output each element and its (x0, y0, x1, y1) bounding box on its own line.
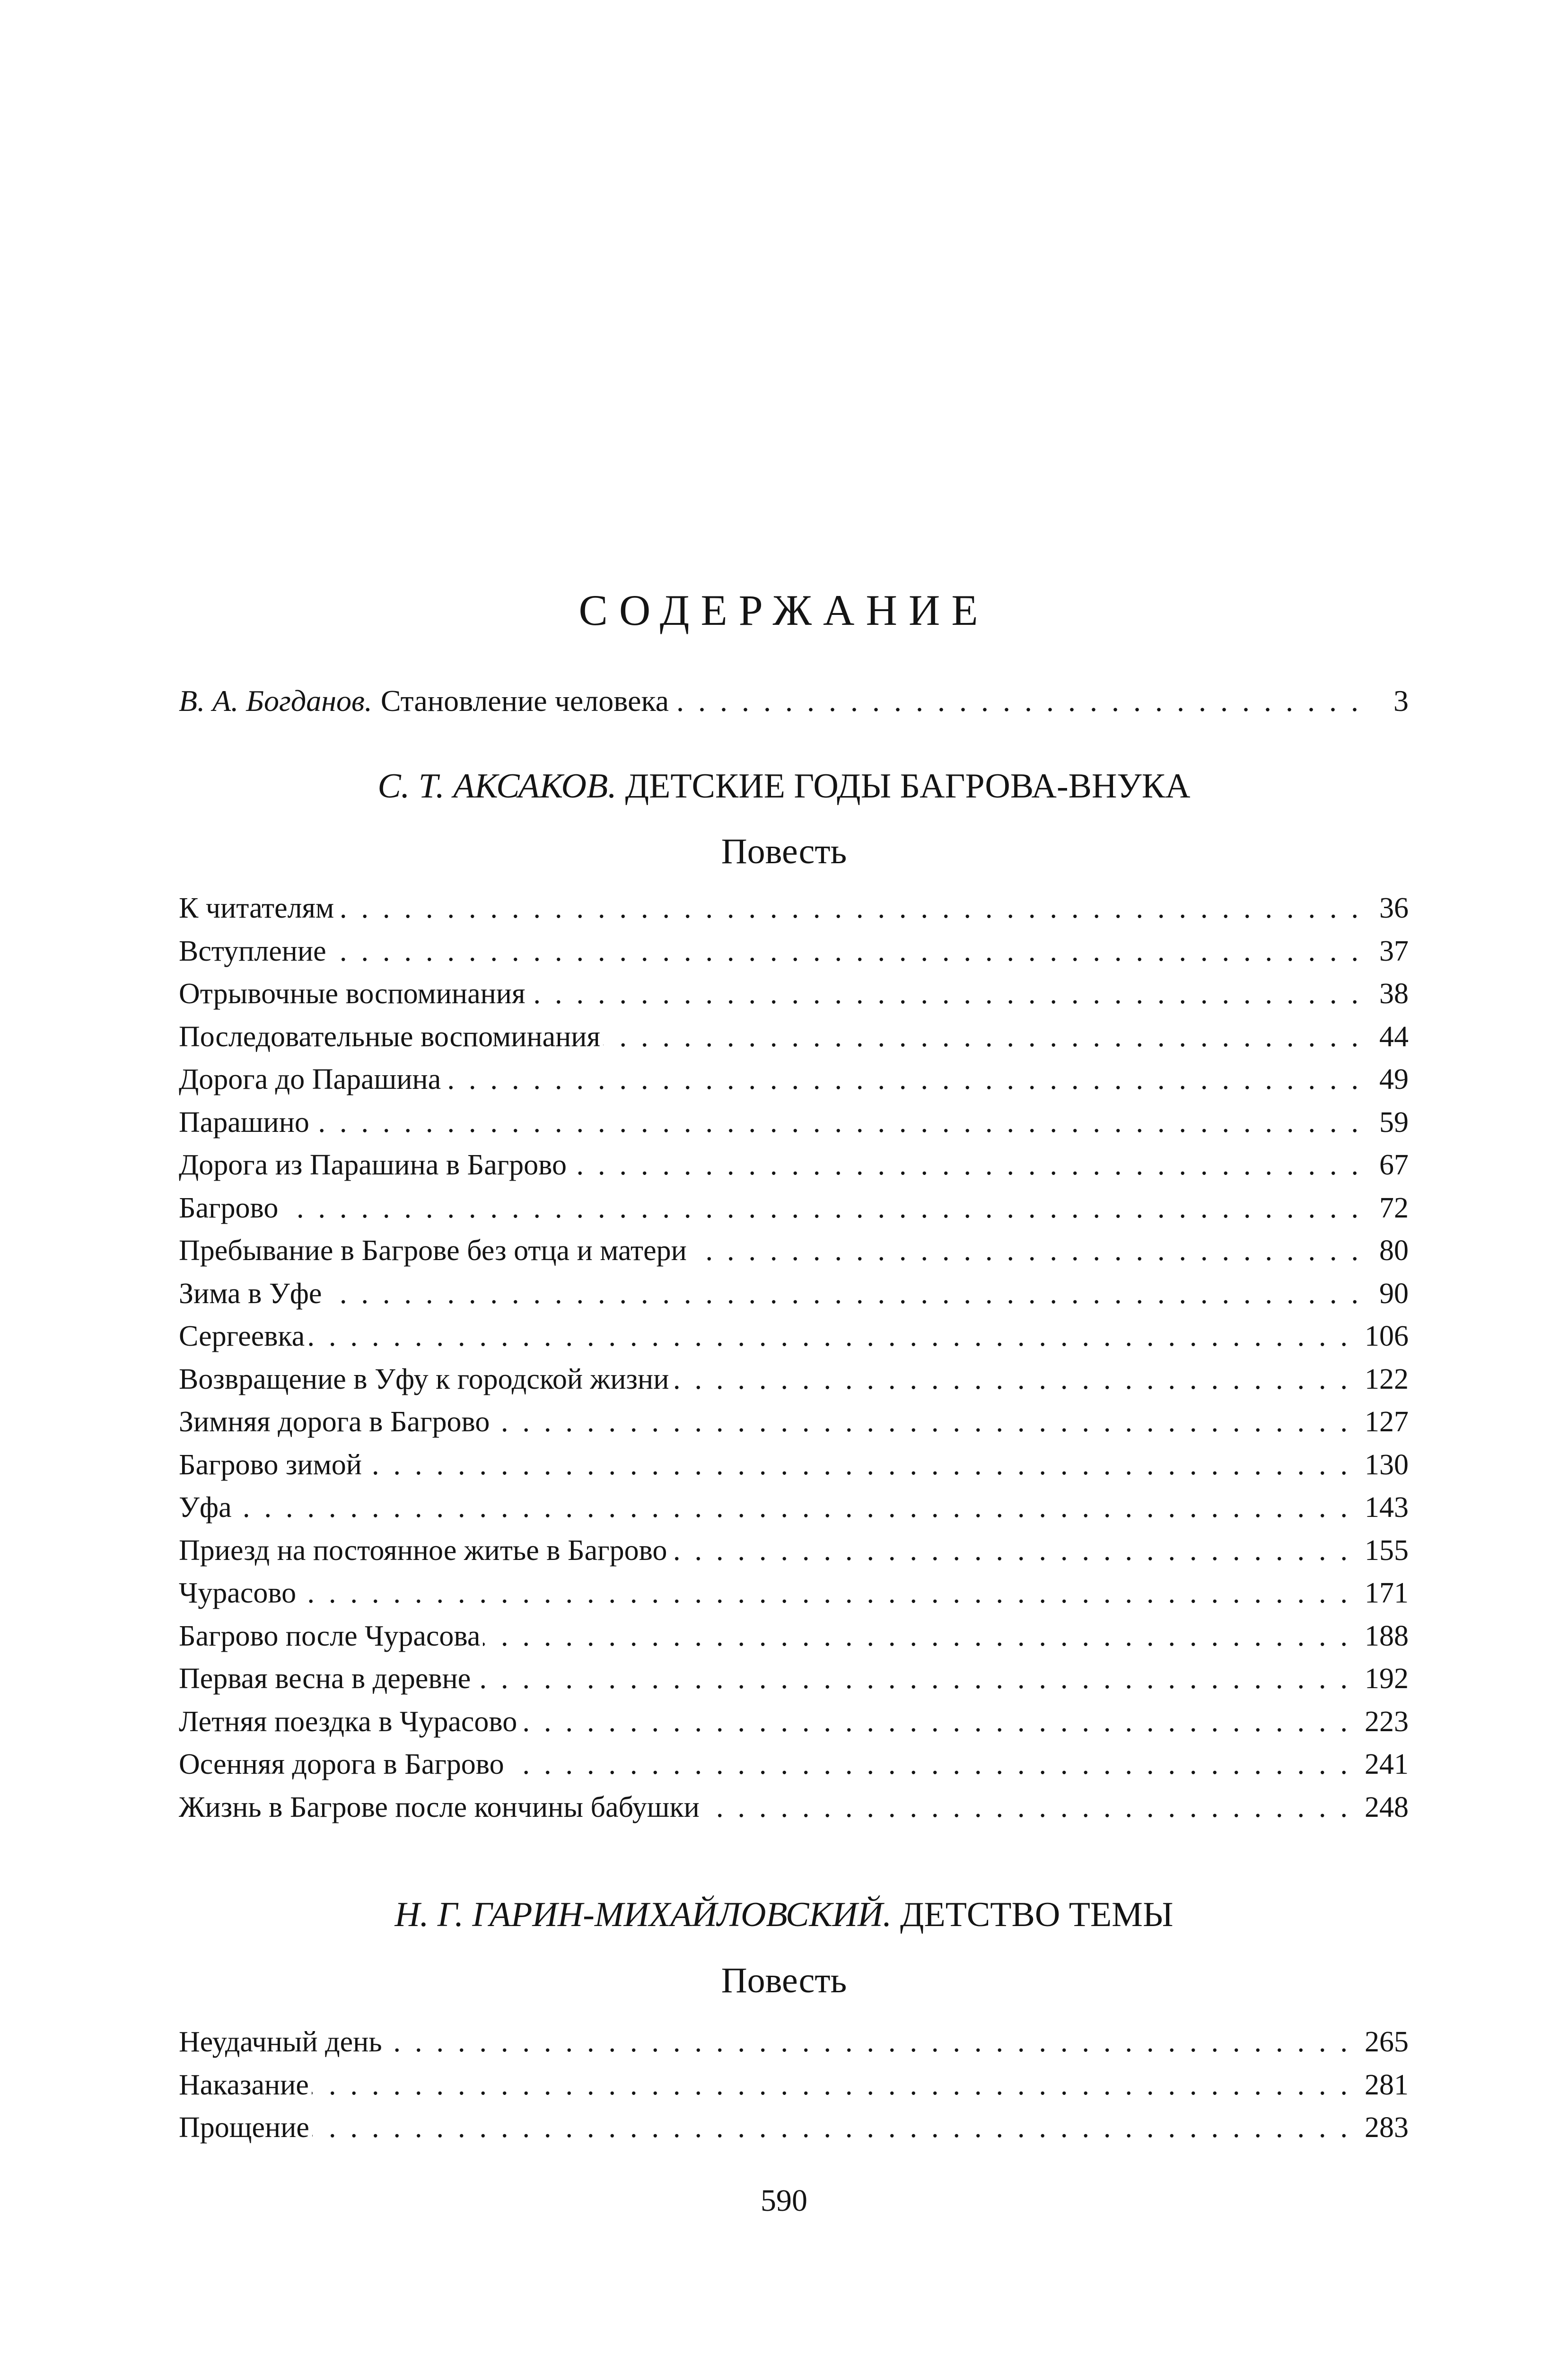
toc-entry[interactable] (179, 2064, 1409, 2107)
section-genre: Повесть (721, 1961, 847, 2000)
toc-entry[interactable] (179, 1058, 1409, 1101)
section-author: С. Т. АКСАКОВ. (377, 767, 617, 806)
toc-entry-title: Багрово зимой (179, 1448, 362, 1481)
toc-entry[interactable] (179, 1615, 1409, 1658)
section-genre: Повесть (721, 832, 847, 871)
toc-entry[interactable] (179, 1529, 1409, 1572)
toc-entry[interactable] (179, 1572, 1409, 1615)
toc-entry[interactable] (179, 972, 1409, 1016)
toc-entry-title: Багрово (179, 1191, 279, 1224)
dot-leader (385, 2021, 1362, 2064)
toc-entry-page: 281 (1365, 2068, 1409, 2101)
toc-entry[interactable] (179, 1187, 1409, 1230)
toc-entry-title: Возвращение в Уфу к городской жизни (179, 1363, 669, 1395)
section-work-title: ДЕТСКИЕ ГОДЫ БАГРОВА-ВНУКА (625, 767, 1191, 806)
dot-leader (483, 1615, 1362, 1658)
dot-leader (235, 1486, 1362, 1529)
toc-entry[interactable] (179, 1743, 1409, 1786)
toc-entry-page: 265 (1365, 2026, 1409, 2058)
toc-entry[interactable] (179, 930, 1409, 973)
dot-leader (603, 1016, 1373, 1059)
toc-entry-page: 80 (1379, 1235, 1409, 1267)
toc-entry-page: 171 (1365, 1577, 1409, 1609)
toc-entry-title: Осенняя дорога в Багрово (179, 1748, 504, 1780)
toc-entry-page: 37 (1379, 935, 1409, 967)
toc-entry-title: Приезд на постоянное житье в Багрово (179, 1534, 667, 1567)
dot-leader (528, 972, 1373, 1016)
intro-author: В. А. Богданов. (179, 684, 372, 718)
toc-entry-title: Дорога до Парашина (179, 1063, 441, 1095)
toc-entry-page: 122 (1365, 1363, 1409, 1395)
toc-entry[interactable] (179, 1700, 1409, 1743)
toc-entry[interactable] (179, 1315, 1409, 1358)
toc-entry-title: Неудачный день (179, 2026, 382, 2058)
dot-leader (520, 1700, 1362, 1743)
toc-entry-page: 127 (1365, 1406, 1409, 1438)
dot-leader (444, 1058, 1373, 1101)
dot-leader (702, 1786, 1362, 1829)
toc-list-garin (179, 2021, 1409, 2149)
toc-entry-page: 38 (1379, 978, 1409, 1010)
toc-entry-page: 36 (1379, 892, 1409, 924)
dot-leader (690, 1229, 1373, 1272)
toc-entry-page: 143 (1365, 1491, 1409, 1524)
toc-entry-title: Отрывочные воспоминания (179, 978, 526, 1010)
toc-entry[interactable] (179, 1229, 1409, 1272)
dot-leader (307, 1315, 1362, 1358)
dot-leader (312, 2064, 1362, 2107)
toc-entry-title: Наказание (179, 2068, 309, 2101)
intro-page: 3 (1393, 684, 1409, 718)
dot-leader (492, 1401, 1362, 1444)
toc-entry-title: Багрово после Чурасова (179, 1620, 481, 1652)
toc-entry[interactable] (179, 887, 1409, 930)
dot-leader (365, 1444, 1362, 1487)
toc-entry-page: 192 (1365, 1663, 1409, 1695)
intro-title: Становление человека (380, 684, 669, 718)
toc-entry[interactable] (179, 1444, 1409, 1487)
section-heading-garin (0, 1891, 1568, 1938)
toc-entry-title: Парашино (179, 1106, 309, 1139)
dot-leader (337, 887, 1373, 930)
dot-leader (281, 1187, 1373, 1230)
toc-entry-title: Летняя поездка в Чурасово (179, 1705, 517, 1738)
toc-entry[interactable] (179, 1016, 1409, 1059)
toc-entry[interactable] (179, 1358, 1409, 1401)
intro-entry[interactable] (179, 677, 1409, 725)
toc-entry-page: 283 (1365, 2111, 1409, 2144)
toc-entry-title: К читателям (179, 892, 334, 924)
toc-entry-title: Первая весна в деревне (179, 1663, 471, 1695)
dot-leader (672, 677, 1373, 725)
toc-entry-title: Последовательные воспоминания (179, 1020, 600, 1053)
dot-leader (299, 1572, 1362, 1615)
section-work-title: ДЕТСТВО ТЕМЫ (900, 1895, 1174, 1934)
dot-leader (569, 1144, 1373, 1187)
toc-list-aksakov (179, 887, 1409, 1829)
toc-entry-title: Вступление (179, 935, 326, 967)
toc-entry-page: 241 (1365, 1748, 1409, 1780)
dot-leader (312, 1101, 1373, 1144)
toc-entry-title: Зима в Уфе (179, 1277, 322, 1310)
page-title: СОДЕРЖАНИЕ (578, 586, 990, 634)
toc-entry-page: 130 (1365, 1448, 1409, 1481)
toc-entry[interactable] (179, 1657, 1409, 1700)
toc-entry-page: 67 (1379, 1149, 1409, 1181)
toc-entry-title: Зимняя дорога в Багрово (179, 1406, 490, 1438)
dot-leader (473, 1657, 1362, 1700)
toc-entry[interactable] (179, 1101, 1409, 1144)
dot-leader (672, 1358, 1362, 1401)
toc-entry-page: 223 (1365, 1705, 1409, 1738)
toc-entry[interactable] (179, 1272, 1409, 1315)
toc-entry[interactable] (179, 1786, 1409, 1829)
toc-entry-page: 72 (1379, 1191, 1409, 1224)
toc-entry[interactable] (179, 1486, 1409, 1529)
toc-entry-page: 155 (1365, 1534, 1409, 1567)
page-number: 590 (761, 2183, 807, 2218)
toc-entry-page: 49 (1379, 1063, 1409, 1095)
toc-entry[interactable] (179, 2021, 1409, 2064)
toc-entry[interactable] (179, 1144, 1409, 1187)
toc-entry-title: Чурасово (179, 1577, 297, 1609)
toc-entry-page: 44 (1379, 1020, 1409, 1053)
dot-leader (324, 1272, 1373, 1315)
toc-entry-title: Жизнь в Багрове после кончины бабушки (179, 1791, 700, 1823)
toc-entry[interactable] (179, 1401, 1409, 1444)
toc-entry-title: Уфа (179, 1491, 232, 1524)
toc-entry[interactable] (179, 2106, 1409, 2149)
dot-leader (507, 1743, 1362, 1786)
toc-entry-page: 188 (1365, 1620, 1409, 1652)
toc-entry-page: 248 (1365, 1791, 1409, 1823)
toc-entry-page: 59 (1379, 1106, 1409, 1139)
toc-entry-page: 106 (1365, 1320, 1409, 1352)
section-heading-aksakov (0, 762, 1568, 810)
toc-entry-title: Дорога из Парашина в Багрово (179, 1149, 567, 1181)
dot-leader (670, 1529, 1362, 1572)
section-author: Н. Г. ГАРИН-МИХАЙЛОВСКИЙ. (394, 1895, 892, 1934)
toc-entry-title: Прощение (179, 2111, 309, 2144)
toc-entry-title: Пребывание в Багрове без отца и матери (179, 1235, 687, 1267)
toc-entry-page: 90 (1379, 1277, 1409, 1310)
toc-entry-title: Сергеевка (179, 1320, 305, 1352)
dot-leader (329, 930, 1373, 973)
dot-leader (312, 2106, 1362, 2149)
